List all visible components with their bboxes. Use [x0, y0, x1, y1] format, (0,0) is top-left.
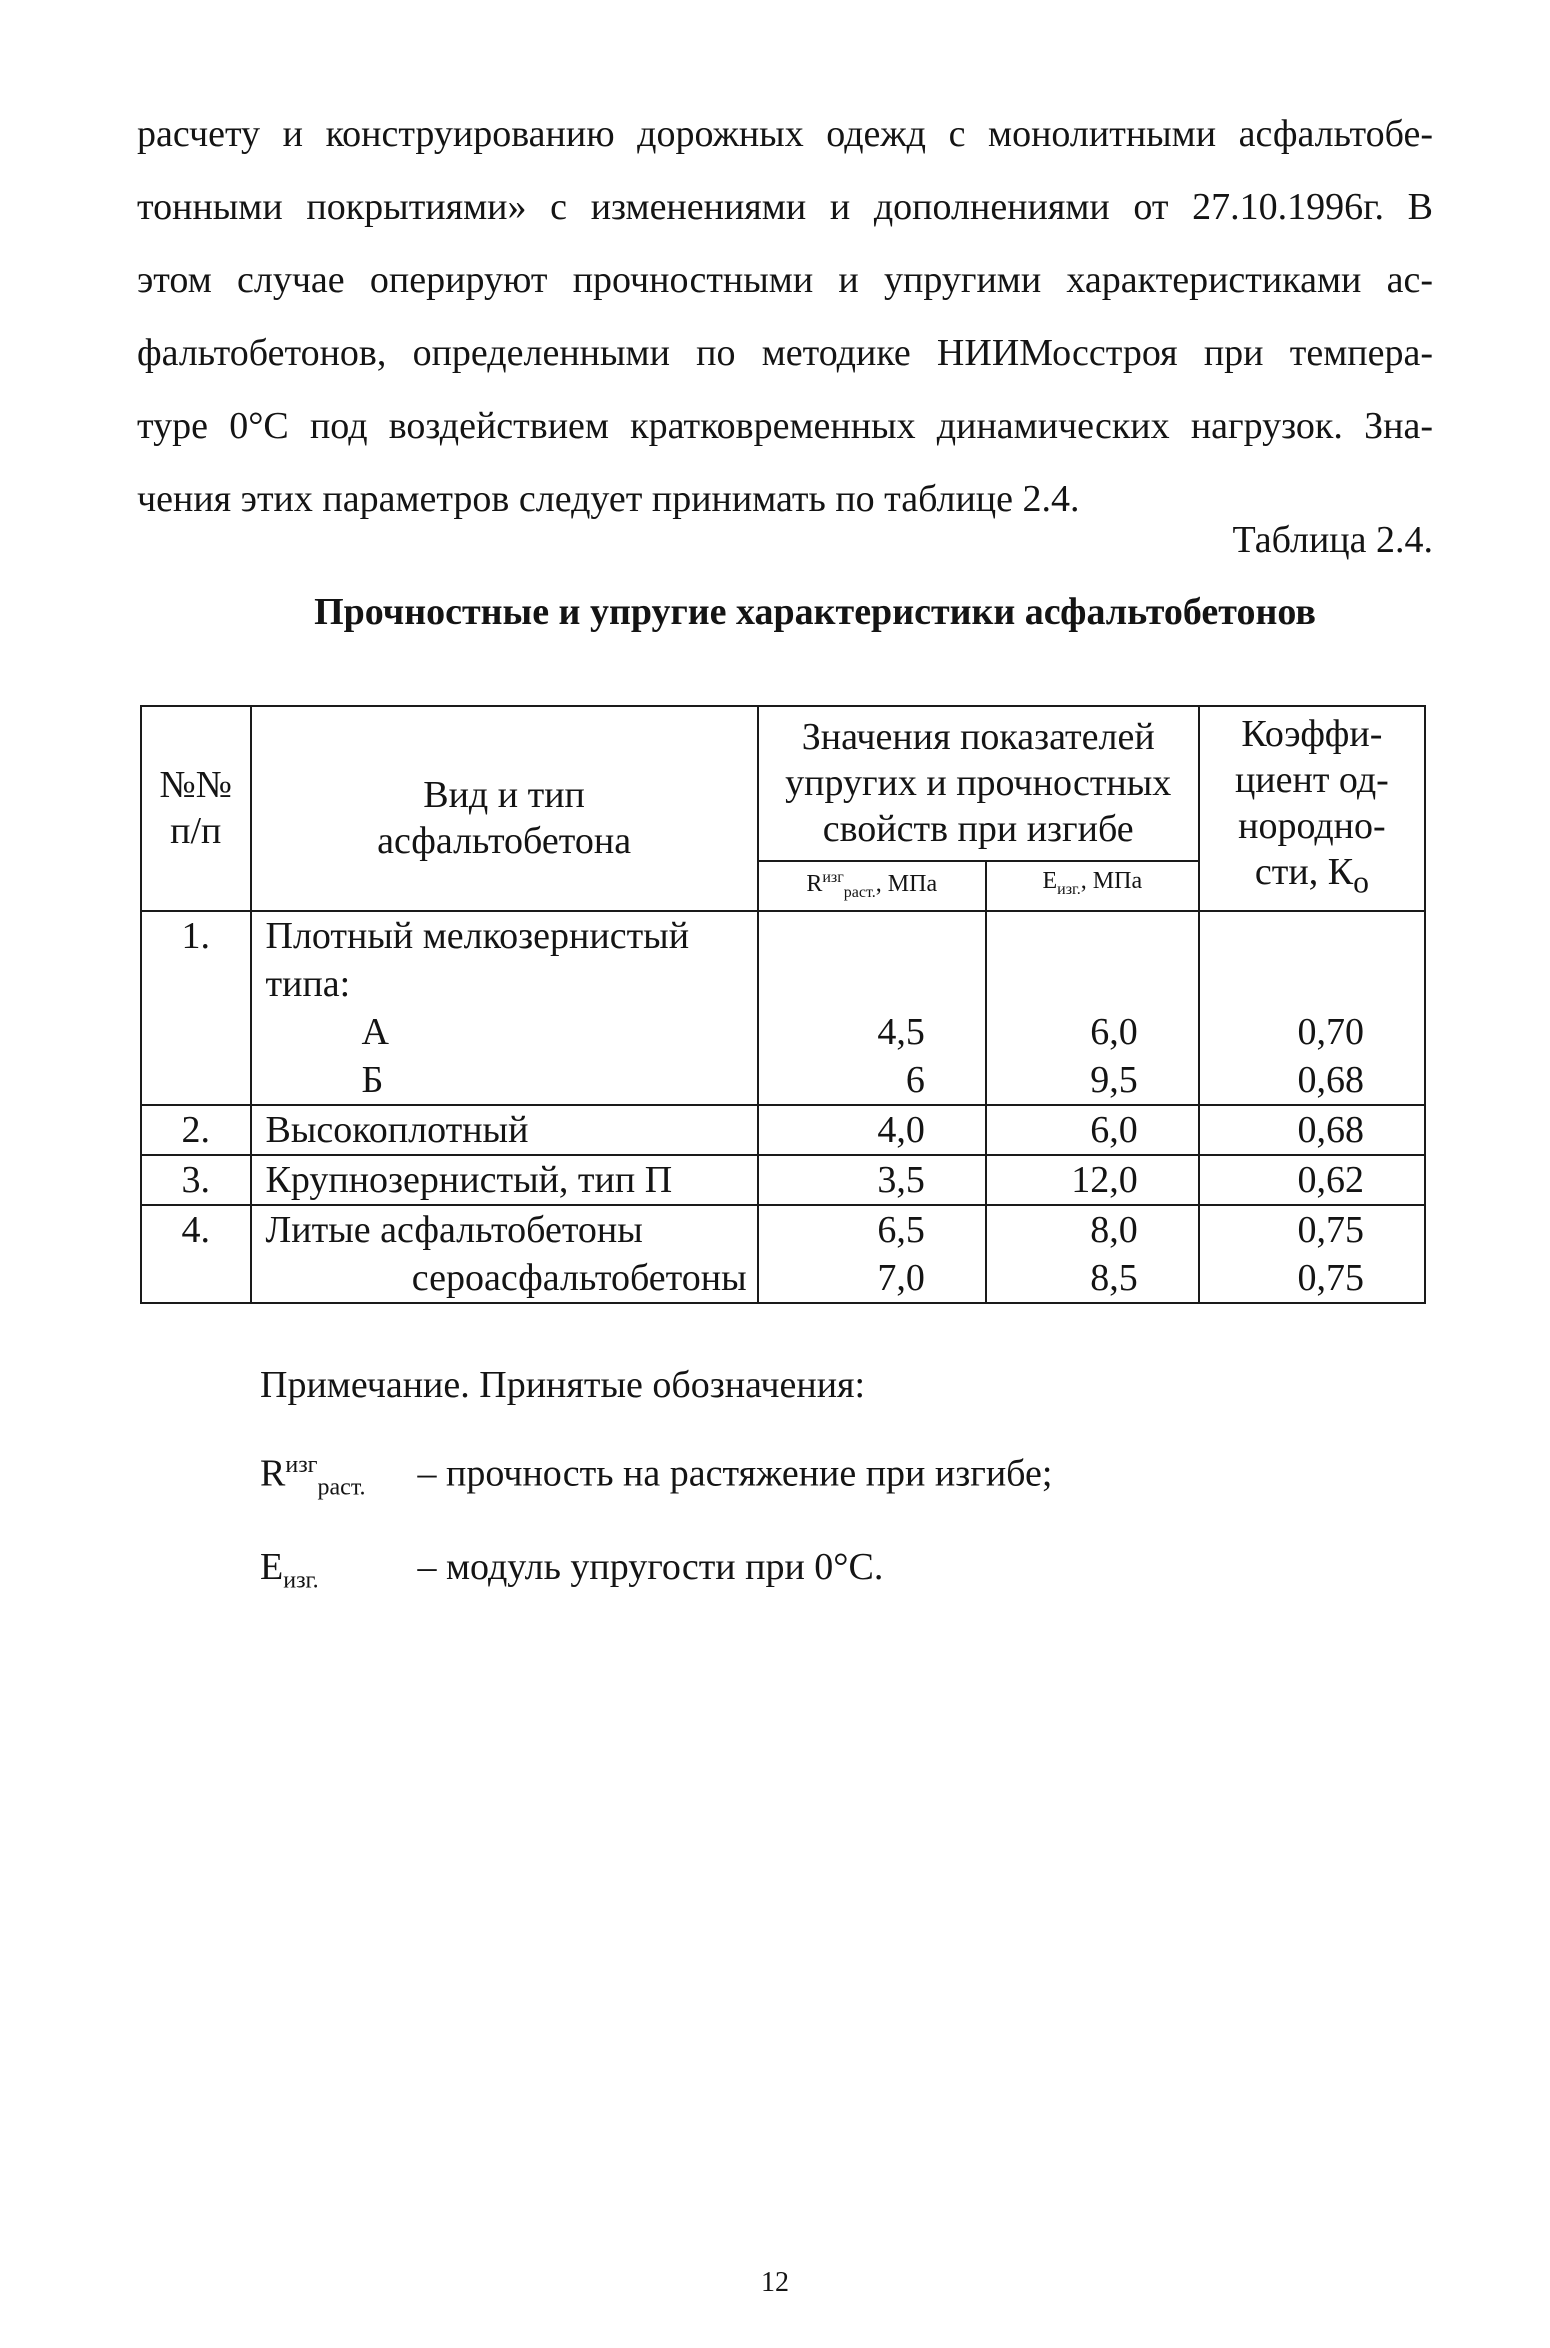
row-e-value: 6,0 9,5 [986, 911, 1199, 1105]
header-values-group: Значения показателей упругих и прочностных свойств при изгибе [758, 706, 1199, 861]
table-header-row [141, 706, 1425, 861]
table-row [141, 1105, 1425, 1155]
notes-heading: Примечание. Принятые обозначения: [260, 1364, 866, 1406]
row-r-value: 6,5 7,0 [758, 1205, 986, 1303]
paragraph-line: туре 0°С под воздействием кратковременных динамических нагрузок. Зна- [137, 405, 1433, 447]
note-r-definition: $R^{изг}_{раст.}$ – прочность на растяжение при изгибе; [260, 1425, 1052, 1527]
header-type: Вид и тип асфальтобетона [251, 706, 758, 911]
row-k-value: 0,70 0,68 [1199, 911, 1425, 1105]
row-type: Высокоплотный [251, 1105, 758, 1155]
row-type: Плотный мелкозернистый типа: А Б [251, 911, 758, 1105]
paragraph-line: фальтобетонов, определенными по методике НИИМосстроя при темпера- [137, 332, 1433, 374]
row-number: 1. [141, 911, 251, 1105]
paragraph-line: чения этих параметров следует принимать по таблице 2.4. [137, 478, 1080, 520]
row-number: 3. [141, 1155, 251, 1205]
header-number: №№ п/п [141, 706, 251, 911]
row-e-value: 12,0 [986, 1155, 1199, 1205]
row-k-value: 0,62 [1199, 1155, 1425, 1205]
notes-section [260, 1345, 1052, 1621]
row-number: 2. [141, 1105, 251, 1155]
properties-table [140, 705, 1426, 1304]
table-title: Прочностные и упругие характеристики асфальтобетонов [314, 591, 1316, 633]
row-k-value: 0,75 0,75 [1199, 1205, 1425, 1303]
note-e-symbol: $E_{изг.}$ [260, 1546, 319, 1594]
table-row [141, 911, 1425, 1105]
row-r-value: 4,5 6 [758, 911, 986, 1105]
row-e-value: 6,0 [986, 1105, 1199, 1155]
body-paragraph [137, 98, 1433, 536]
row-k-value: 0,68 [1199, 1105, 1425, 1155]
table-row [141, 1155, 1425, 1205]
paragraph-line: тонными покрытиями» с изменениями и дополнениями от 27.10.1996г. В [137, 186, 1433, 228]
page-number: 12 [761, 2267, 789, 2298]
table-row [141, 1205, 1425, 1303]
row-number: 4. [141, 1205, 251, 1303]
row-e-value: 8,0 8,5 [986, 1205, 1199, 1303]
paragraph-line: этом случае оперируют прочностными и упругими характеристиками ас- [137, 259, 1433, 301]
header-r-bend: $R^{изг}_{раст.}$, МПа [758, 861, 986, 911]
header-coefficient: Коэффи- циент од- нородно- сти, $К_о$ [1199, 706, 1425, 911]
note-r-symbol: $R^{изг}_{раст.}$ [260, 1452, 366, 1501]
row-type: Литые асфальтобетоны сероасфальтобетоны [251, 1205, 758, 1303]
paragraph-line: расчету и конструированию дорожных одежд с монолитными асфальтобе- [137, 113, 1433, 155]
row-r-value: 3,5 [758, 1155, 986, 1205]
header-e-modulus: $E_{изг.}$, МПа [986, 861, 1199, 911]
row-type: Крупнозернистый, тип П [251, 1155, 758, 1205]
note-e-definition: $E_{изг.}$ – модуль упругости при 0°С. [260, 1527, 1052, 1621]
table-label: Таблица 2.4. [1232, 519, 1433, 561]
row-r-value: 4,0 [758, 1105, 986, 1155]
